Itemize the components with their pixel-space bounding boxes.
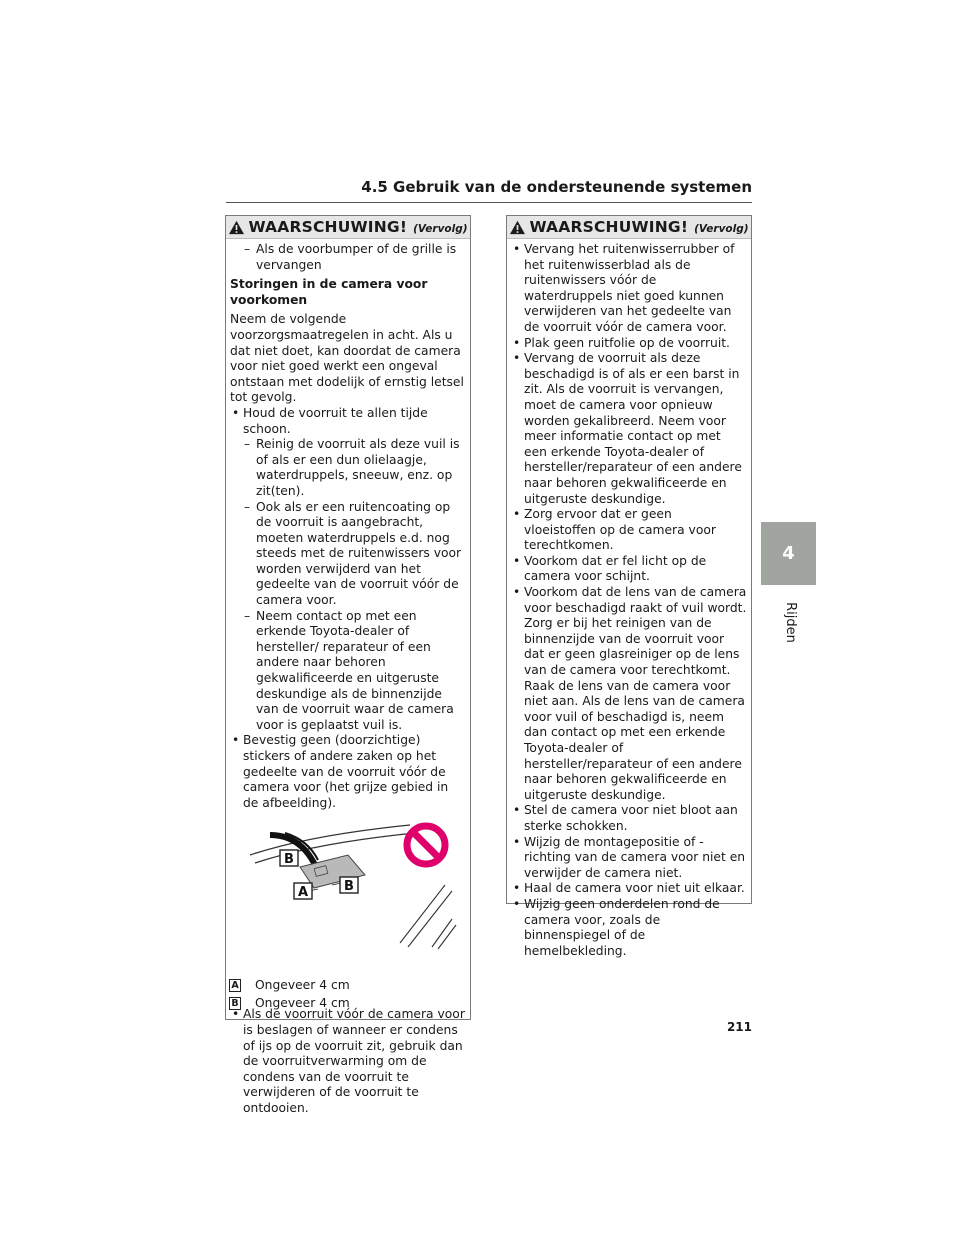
chapter-tab[interactable]: 4	[761, 522, 816, 585]
bullet-item: • Bevestig geen (doorzichtige) stickers of andere zaken op het gedeelte van de voorruit vóór de camera voor (het grijze gebied in de afbeelding).	[230, 733, 466, 811]
bullet-item: • Stel de camera voor niet bloot aan sterke schokken.	[511, 803, 747, 834]
bullet-item: • Wijzig geen onderdelen rond de camera voor, zoals de binnenspiegel of de hemelbekleding.	[511, 897, 747, 959]
chapter-label-text: Rijden	[782, 601, 798, 643]
chapter-label	[770, 592, 810, 652]
warning-continued: (Vervolg)	[413, 222, 468, 235]
bullet-item: • Plak geen ruitfolie op de voorruit.	[511, 336, 747, 352]
bullet-item: • Voorkom dat de lens van de camera voor beschadigd raakt of vuil wordt. Zorg er bij het reinigen van de binnenzijde van de voorruit voor dat er geen glasreiniger op de lens van de camera voor terechtkomt. Raak de lens van de camera voor niet aan. Als de lens van de camera voor vuil of beschadigd is, neem dan contact op met een erkende Toyota-dealer of hersteller/reparateur of een andere naar behoren gekwalificeerde en uitgeruste deskundige.	[511, 585, 747, 803]
bullet-item: • Haal de camera voor niet uit elkaar.	[511, 881, 747, 897]
figure-label-a: A	[297, 885, 309, 901]
bullet-item: • Zorg ervoor dat er geen vloeistoffen op de camera voor terechtkomen.	[511, 507, 747, 554]
prohibition-icon	[407, 826, 445, 864]
caption-text: Ongeveer 4 cm	[255, 977, 350, 992]
warning-title: WAARSCHUWING!	[529, 218, 689, 236]
bullet-item: • Voorkom dat er fel licht op de camera voor schijnt.	[511, 554, 747, 585]
warning-header	[507, 216, 751, 239]
warning-continued: (Vervolg)	[694, 222, 749, 235]
caption-key: A	[229, 979, 241, 992]
warning-box-right	[506, 215, 752, 958]
dash-item: – Ook als er een ruitencoating op de voorruit is aangebracht, moeten waterdruppels e.d. nog steeds met de ruitenwissers voor worden verwijderd van het gedeelte van de voorruit vóór de camera voor.	[230, 500, 466, 609]
dash-item: – Neem contact op met een erkende Toyota-dealer of hersteller/ reparateur of een andere naar behoren gekwalificeerde en uitgeruste deskundige als de binnenzijde van de voorruit waar de camera voor is geplaatst vuil is.	[230, 609, 466, 734]
dash-item: – Als de voorbumper of de grille is vervangen	[230, 242, 466, 273]
windshield-illustration	[230, 815, 466, 975]
bullet-item: • Als de voorruit vóór de camera voor is beslagen of wanneer er condens of ijs op de voorruit zit, gebruik dan de voorruitverwarming om de condens van de voorruit te verwijderen of de voorruit te ontdooien.	[230, 1007, 466, 1116]
intro-paragraph: Neem de volgende voorzorgsmaatregelen in acht. Als u dat niet doet, kan doordat de camera voor niet goed werkt een ongeval ontstaan met dodelijk of ernstig letsel tot gevolg.	[230, 312, 464, 405]
caption-text: Ongeveer 4 cm	[255, 995, 350, 1010]
warning-box-left	[225, 215, 471, 1115]
warning-header	[226, 216, 470, 239]
bullet-item: • Wijzig de montagepositie of -richting van de camera voor niet en verwijder de camera niet.	[511, 835, 747, 882]
page-number: 211	[726, 1020, 752, 1034]
warning-title: WAARSCHUWING!	[248, 218, 408, 236]
bullet-item: • Vervang het ruitenwisserrubber of het ruitenwisserblad als de ruitenwissers vóór de waterdruppels niet goed kunnen verwijderen van het gedeelte van de voorruit vóór de camera voor.	[511, 242, 747, 336]
figure-label-b: B	[344, 879, 354, 895]
caption-key: B	[229, 997, 241, 1010]
figure-label-b: B	[284, 852, 294, 868]
subheading: Storingen in de camera voor voorkomen	[230, 277, 428, 307]
warning-triangle-icon	[228, 220, 245, 235]
dash-item: – Reinig de voorruit als deze vuil is of als er een dun olielaagje, waterdruppels, sneeuw, enz. op zit(ten).	[230, 437, 466, 499]
caption-a	[229, 977, 466, 993]
section-header: 4.5 Gebruik van de ondersteunende systemen	[226, 178, 752, 203]
warning-triangle-icon	[509, 220, 526, 235]
windshield-figure	[230, 815, 466, 975]
bullet-item: • Houd de voorruit te allen tijde schoon.	[230, 406, 466, 437]
bullet-item: • Vervang de voorruit als deze beschadigd is of als er een barst in zit. Als de voorruit is vervangen, moet de camera voor opnieuw worden gekalibreerd. Neem voor meer informatie contact op met een erkende Toyota-dealer of hersteller/reparateur of een andere naar behoren gekwalificeerde en uitgeruste deskundige.	[511, 351, 747, 507]
